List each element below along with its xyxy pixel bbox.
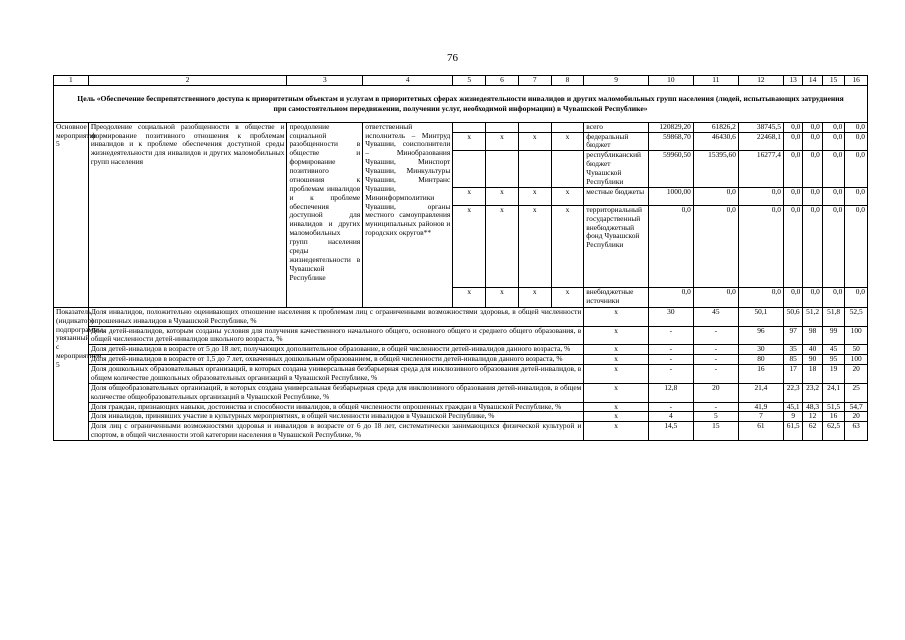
indicator-value: 61 bbox=[738, 422, 783, 441]
indicator-value: 15 bbox=[693, 422, 738, 441]
indicator-value: 19 bbox=[822, 365, 845, 384]
indicator-value: - bbox=[648, 326, 693, 345]
indicator-value: 20 bbox=[845, 365, 868, 384]
funding-value: 0,0 bbox=[783, 287, 802, 307]
indicator-row bbox=[54, 422, 868, 441]
indicator-value: 17 bbox=[783, 365, 802, 384]
funding-value: 0,0 bbox=[648, 287, 693, 307]
funding-value: 120829,20 bbox=[648, 122, 693, 132]
funding-source: всего bbox=[584, 122, 649, 132]
indicator-code: x bbox=[584, 307, 649, 326]
indicator-value: 98 bbox=[803, 326, 822, 345]
code-cell: x bbox=[518, 287, 551, 307]
indicator-value: 35 bbox=[783, 345, 802, 355]
funding-value: 0,0 bbox=[783, 187, 802, 205]
column-number: 5 bbox=[453, 76, 486, 86]
indicator-value: 45 bbox=[822, 345, 845, 355]
indicator-value: 20 bbox=[845, 412, 868, 422]
funding-value: 0,0 bbox=[648, 205, 693, 287]
indicators-label: Показатель (индикатор) подпрограммы, увязанный с мероприятием 5 bbox=[54, 307, 89, 440]
program-table bbox=[53, 75, 868, 441]
indicator-value: 100 bbox=[845, 326, 868, 345]
column-number-row bbox=[54, 76, 868, 86]
indicator-value: 24,1 bbox=[822, 383, 845, 402]
indicator-value: 12,8 bbox=[648, 383, 693, 402]
column-number: 1 bbox=[54, 76, 89, 86]
indicator-value: 30 bbox=[738, 345, 783, 355]
indicator-code: x bbox=[584, 365, 649, 384]
indicator-value: 54,7 bbox=[845, 402, 868, 412]
indicator-row bbox=[54, 365, 868, 384]
column-number: 11 bbox=[693, 76, 738, 86]
funding-source: территориальный государственный внебюджетный фонд Чувашской Республики bbox=[584, 205, 649, 287]
indicator-row bbox=[54, 383, 868, 402]
code-cell: x bbox=[518, 132, 551, 151]
indicator-value: 50,6 bbox=[783, 307, 802, 326]
goal-heading: Цель «Обеспечение беспрепятственного доступа к приоритетным объектам и услугам в приоритетных сферах жизнедеятельности инвалидов и других маломобильных групп населения (людей, испытывающих затруднения при самостоятельном передвижении, получении услуг, необходимой информации) в Чувашской Республике» bbox=[54, 86, 868, 123]
funding-value: 0,0 bbox=[845, 151, 868, 188]
indicator-value: 21,4 bbox=[738, 383, 783, 402]
indicator-value: - bbox=[693, 402, 738, 412]
code-cell bbox=[518, 122, 551, 132]
indicator-code: x bbox=[584, 402, 649, 412]
indicator-value: 14,5 bbox=[648, 422, 693, 441]
funding-value: 0,0 bbox=[845, 287, 868, 307]
page-number: 76 bbox=[447, 52, 458, 64]
indicator-value: 45,1 bbox=[783, 402, 802, 412]
indicator-value: 50 bbox=[845, 345, 868, 355]
indicator-value: 62,5 bbox=[822, 422, 845, 441]
code-cell bbox=[486, 122, 519, 132]
code-cell: x bbox=[453, 287, 486, 307]
funding-value: 59960,50 bbox=[648, 151, 693, 188]
funding-value: 0,0 bbox=[822, 287, 845, 307]
activity-label: Основное мероприятие 5 bbox=[54, 122, 89, 307]
funding-value: 0,0 bbox=[822, 205, 845, 287]
indicator-value: 62 bbox=[803, 422, 822, 441]
indicator-value: 85 bbox=[783, 355, 802, 365]
funding-value: 0,0 bbox=[845, 205, 868, 287]
indicator-text: Доля инвалидов, положительно оценивающих отношение населения к проблемам лиц с ограниченными возможностями здоровья, в общей численности опрошенных инвалидов в Чувашской Республике, % bbox=[88, 307, 583, 326]
funding-value: 16277,4 bbox=[738, 151, 783, 188]
funding-value: 0,0 bbox=[803, 287, 822, 307]
funding-value: 15395,60 bbox=[693, 151, 738, 188]
code-cell: x bbox=[486, 205, 519, 287]
indicator-text: Доля дошкольных образовательных организаций, в которых создана универсальная безбарьерная среда для инклюзивного образования детей-инвалидов, в общем количестве дошкольных образовательных организаций в Чувашской Республике, % bbox=[88, 365, 583, 384]
indicator-value: 40 bbox=[803, 345, 822, 355]
indicator-value: 45 bbox=[693, 307, 738, 326]
indicator-value: 97 bbox=[783, 326, 802, 345]
indicator-text: Доля общеобразовательных организаций, в которых создана универсальная безбарьерная среда для инклюзивного образования детей-инвалидов, в общем количестве общеобразовательных организаций в Чувашской Республике, % bbox=[88, 383, 583, 402]
funding-value: 0,0 bbox=[822, 132, 845, 151]
funding-value: 59868,70 bbox=[648, 132, 693, 151]
code-cell: x bbox=[453, 205, 486, 287]
indicator-value: 51,8 bbox=[822, 307, 845, 326]
indicator-value: 48,3 bbox=[803, 402, 822, 412]
code-cell: x bbox=[486, 132, 519, 151]
funding-value: 0,0 bbox=[803, 151, 822, 188]
indicator-text: Доля детей-инвалидов, которым созданы условия для получения качественного начального общего, основного общего и среднего общего образования, в общей численности детей-инвалидов школьного возраста, % bbox=[88, 326, 583, 345]
funding-value: 0,0 bbox=[738, 205, 783, 287]
code-cell bbox=[551, 122, 584, 132]
indicator-value: 50,1 bbox=[738, 307, 783, 326]
indicator-value: 90 bbox=[803, 355, 822, 365]
funding-value: 1000,00 bbox=[648, 187, 693, 205]
indicator-value: - bbox=[693, 355, 738, 365]
code-cell: x bbox=[551, 205, 584, 287]
indicator-value: 63 bbox=[845, 422, 868, 441]
indicator-value: 18 bbox=[803, 365, 822, 384]
funding-value: 0,0 bbox=[693, 187, 738, 205]
indicator-value: 4 bbox=[648, 412, 693, 422]
funding-value: 0,0 bbox=[783, 122, 802, 132]
indicator-value: 96 bbox=[738, 326, 783, 345]
code-cell bbox=[486, 151, 519, 188]
indicator-value: 41,9 bbox=[738, 402, 783, 412]
indicator-value: 16 bbox=[822, 412, 845, 422]
code-cell: x bbox=[518, 187, 551, 205]
funding-value: 0,0 bbox=[693, 205, 738, 287]
indicator-value: 12 bbox=[803, 412, 822, 422]
indicator-text: Доля детей-инвалидов в возрасте от 5 до 18 лет, получающих дополнительное образование, в общей численности детей-инвалидов данного возраста, % bbox=[88, 345, 583, 355]
indicator-value: - bbox=[648, 365, 693, 384]
indicator-value: 51,2 bbox=[803, 307, 822, 326]
activity-executors: ответственный исполнитель – Минтруд Чувашии, соисполнители – Минобразования Чувашии, Минспорт Чувашии, Минкультуры Чувашии, Минтранс Чувашии, Мининформполитики Чувашии, органы местного самоуправления муниципальных районов и городских округов** bbox=[363, 122, 453, 307]
column-number: 14 bbox=[803, 76, 822, 86]
funding-row bbox=[54, 122, 868, 132]
code-cell: x bbox=[551, 187, 584, 205]
indicator-value: - bbox=[648, 402, 693, 412]
indicator-value: - bbox=[693, 326, 738, 345]
code-cell: x bbox=[486, 287, 519, 307]
funding-value: 0,0 bbox=[783, 151, 802, 188]
funding-value: 22468,1 bbox=[738, 132, 783, 151]
indicator-text: Доля детей-инвалидов в возрасте от 1,5 до 7 лет, охваченных дошкольным образованием, в общей численности детей-инвалидов данного возраста, % bbox=[88, 355, 583, 365]
funding-value: 46430,6 bbox=[693, 132, 738, 151]
indicator-row bbox=[54, 326, 868, 345]
indicator-code: x bbox=[584, 422, 649, 441]
indicator-text: Доля лиц с ограниченными возможностями здоровья и инвалидов в возрасте от 6 до 18 лет, систематически занимающихся физической культурой и спортом, в общей численности этой категории населения в Чувашской Республике, % bbox=[88, 422, 583, 441]
funding-value: 0,0 bbox=[845, 122, 868, 132]
indicator-value: 23,2 bbox=[803, 383, 822, 402]
activity-goal: преодоление социальной разобщенности в обществе и формирование позитивного отношения к проблемам инвалидов и к проблеме обеспечения доступной для инвалидов и других маломобильных групп населения среды жизнедеятельности в Чувашской Республике bbox=[287, 122, 363, 307]
column-number: 16 bbox=[845, 76, 868, 86]
indicator-value: - bbox=[693, 345, 738, 355]
column-number: 13 bbox=[783, 76, 802, 86]
code-cell bbox=[518, 151, 551, 188]
indicator-value: 7 bbox=[738, 412, 783, 422]
code-cell: x bbox=[551, 287, 584, 307]
indicator-value: 16 bbox=[738, 365, 783, 384]
indicator-code: x bbox=[584, 355, 649, 365]
funding-value: 0,0 bbox=[738, 287, 783, 307]
indicator-value: 9 bbox=[783, 412, 802, 422]
code-cell: x bbox=[453, 132, 486, 151]
funding-value: 0,0 bbox=[822, 151, 845, 188]
funding-value: 0,0 bbox=[822, 122, 845, 132]
funding-value: 61826,2 bbox=[693, 122, 738, 132]
code-cell bbox=[453, 122, 486, 132]
indicator-text: Доля граждан, признающих навыки, достоинства и способности инвалидов, в общей численности опрошенных граждан в Чувашской Республике, % bbox=[88, 402, 583, 412]
code-cell: x bbox=[453, 187, 486, 205]
funding-value: 0,0 bbox=[783, 132, 802, 151]
indicator-code: x bbox=[584, 383, 649, 402]
column-number: 12 bbox=[738, 76, 783, 86]
indicator-value: - bbox=[648, 345, 693, 355]
indicator-value: 25 bbox=[845, 383, 868, 402]
funding-value: 0,0 bbox=[845, 187, 868, 205]
funding-value: 0,0 bbox=[803, 187, 822, 205]
code-cell: x bbox=[551, 132, 584, 151]
column-number: 6 bbox=[486, 76, 519, 86]
column-number: 3 bbox=[287, 76, 363, 86]
indicator-code: x bbox=[584, 345, 649, 355]
column-number: 10 bbox=[648, 76, 693, 86]
column-number: 8 bbox=[551, 76, 584, 86]
indicator-value: 20 bbox=[693, 383, 738, 402]
indicator-value: 80 bbox=[738, 355, 783, 365]
indicator-value: 52,5 bbox=[845, 307, 868, 326]
column-number: 4 bbox=[363, 76, 453, 86]
funding-value: 0,0 bbox=[822, 187, 845, 205]
column-number: 15 bbox=[822, 76, 845, 86]
indicator-value: - bbox=[693, 365, 738, 384]
funding-source: федеральный бюджет bbox=[584, 132, 649, 151]
funding-value: 0,0 bbox=[693, 287, 738, 307]
indicator-value: 5 bbox=[693, 412, 738, 422]
indicator-row bbox=[54, 307, 868, 326]
indicator-value: 99 bbox=[822, 326, 845, 345]
funding-source: республиканский бюджет Чувашской Республики bbox=[584, 151, 649, 188]
funding-source: местные бюджеты bbox=[584, 187, 649, 205]
column-number: 9 bbox=[584, 76, 649, 86]
code-cell bbox=[551, 151, 584, 188]
funding-value: 38745,5 bbox=[738, 122, 783, 132]
funding-value: 0,0 bbox=[738, 187, 783, 205]
indicator-value: 61,5 bbox=[783, 422, 802, 441]
indicator-value: 30 bbox=[648, 307, 693, 326]
funding-value: 0,0 bbox=[783, 205, 802, 287]
code-cell: x bbox=[518, 205, 551, 287]
code-cell: x bbox=[486, 187, 519, 205]
indicator-value: 51,5 bbox=[822, 402, 845, 412]
indicator-text: Доля инвалидов, принявших участие в культурных мероприятиях, в общей численности инвалидов в Чувашской Республике, % bbox=[88, 412, 583, 422]
funding-source: внебюджетные источники bbox=[584, 287, 649, 307]
indicator-value: 95 bbox=[822, 355, 845, 365]
indicator-code: x bbox=[584, 326, 649, 345]
funding-value: 0,0 bbox=[803, 205, 822, 287]
column-number: 7 bbox=[518, 76, 551, 86]
funding-value: 0,0 bbox=[803, 132, 822, 151]
indicator-value: - bbox=[648, 355, 693, 365]
code-cell bbox=[453, 151, 486, 188]
activity-name: Преодоление социальной разобщенности в обществе и формирование позитивного отношения к проблемам инвалидов и к проблеме обеспечения доступной среды жизнедеятельности для инвалидов и других маломобильных групп населения bbox=[88, 122, 287, 307]
funding-value: 0,0 bbox=[845, 132, 868, 151]
column-number: 2 bbox=[88, 76, 287, 86]
indicator-code: x bbox=[584, 412, 649, 422]
indicator-value: 100 bbox=[845, 355, 868, 365]
funding-value: 0,0 bbox=[803, 122, 822, 132]
indicator-value: 22,3 bbox=[783, 383, 802, 402]
